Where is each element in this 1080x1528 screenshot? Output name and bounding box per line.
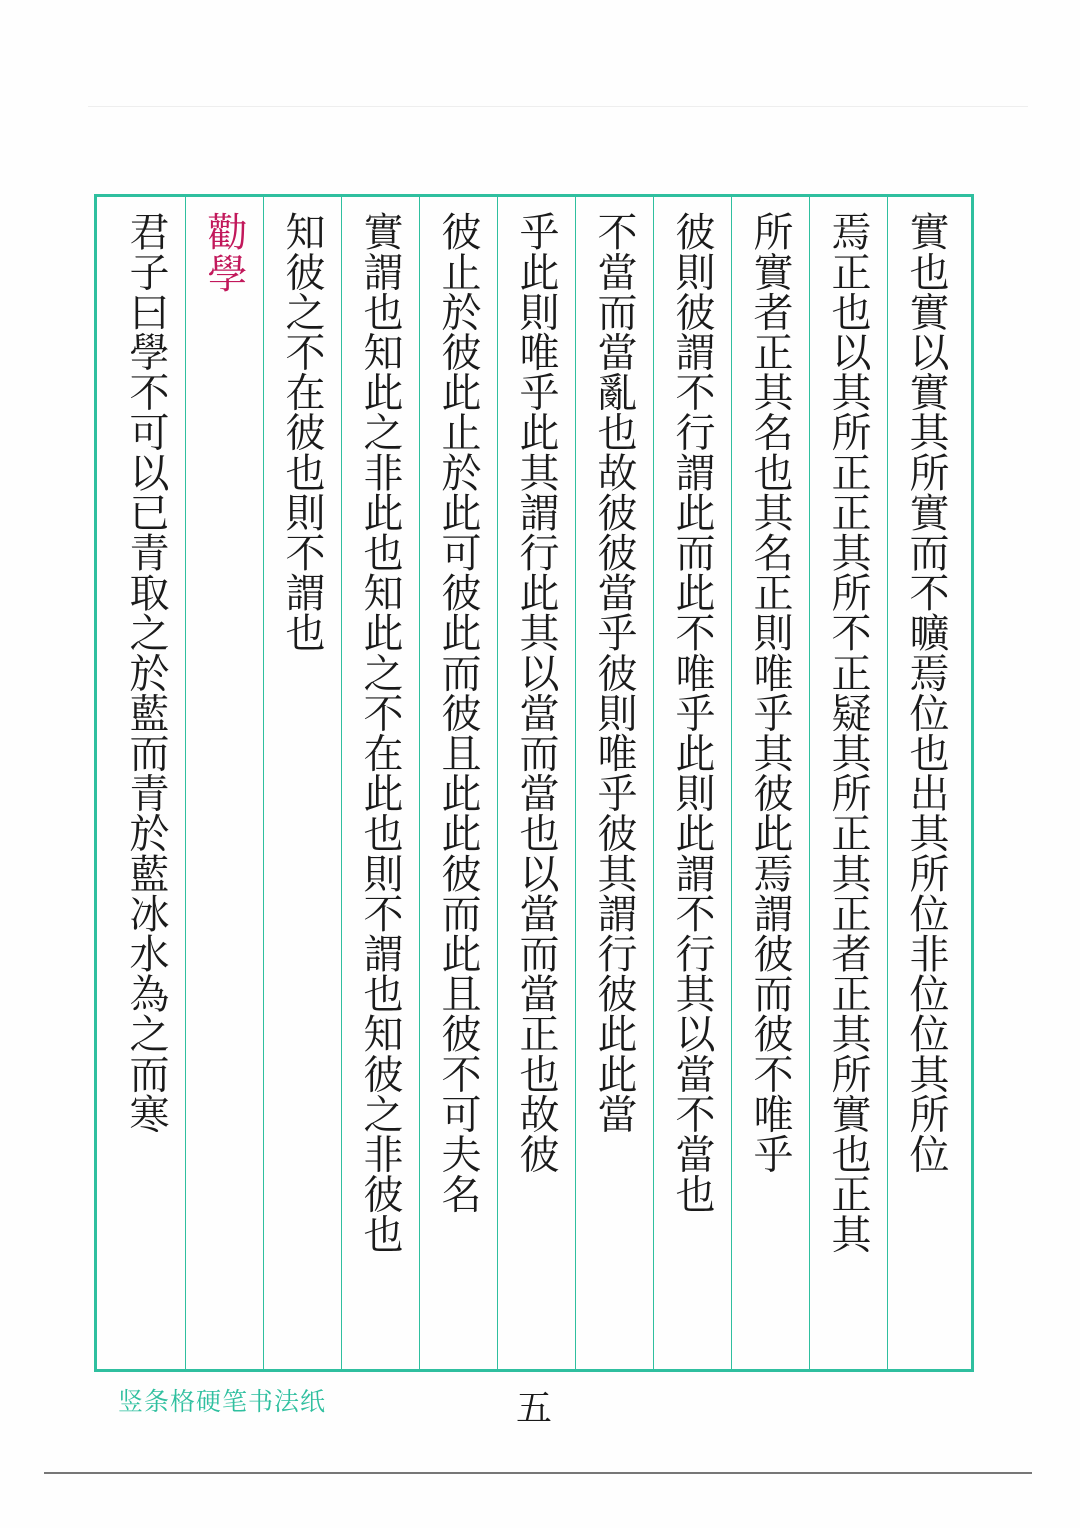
column-text: 知彼之不在彼也則不謂也 — [279, 211, 325, 653]
grid-column-10 — [809, 197, 887, 1369]
column-text: 乎此則唯乎此其謂行此其以當而當也以當而當正也故彼 — [513, 211, 559, 1174]
grid-column-7 — [575, 197, 653, 1369]
bottom-rule — [44, 1472, 1032, 1474]
column-text: 彼則彼謂不行謂此而此不唯乎此則此謂不行其以當不當也 — [669, 211, 715, 1214]
grid-column-8 — [653, 197, 731, 1369]
column-text: 焉正也以其所正正其所不正疑其所正其正者正其所實也正其 — [825, 211, 871, 1254]
grid-column-2 — [185, 197, 263, 1369]
column-text: 君子曰學不可以已青取之於藍而青於藍冰水為之而寒 — [123, 211, 169, 1134]
grid-column-11 — [887, 197, 965, 1369]
grid-column-1 — [97, 197, 185, 1369]
grid-column-4 — [341, 197, 419, 1369]
column-text: 實謂也知此之非此也知此之不在此也則不謂也知彼之非彼也 — [357, 211, 403, 1254]
column-text: 彼止於彼此止於此可彼此而彼且此此彼而此且彼不可夫名 — [435, 211, 481, 1214]
column-text: 所實者正其名也其名正則唯乎其彼此焉謂彼而彼不唯乎 — [747, 211, 793, 1174]
top-faint-rule — [88, 106, 1028, 107]
page-number: 五 — [516, 1388, 553, 1429]
grid-column-9 — [731, 197, 809, 1369]
grid-column-5 — [419, 197, 497, 1369]
grid-column-6 — [497, 197, 575, 1369]
vertical-grid-frame — [94, 194, 974, 1372]
title-heading: 勸學 — [201, 211, 247, 295]
grid-column-3 — [263, 197, 341, 1369]
column-text: 實也實以實其所實而不曠焉位也出其所位非位位其所位 — [903, 211, 949, 1174]
column-text: 不當而當亂也故彼彼當乎彼則唯乎彼其謂行彼此此當 — [591, 211, 637, 1134]
paper-type-label: 竖条格硬笔书法纸 — [118, 1387, 327, 1416]
